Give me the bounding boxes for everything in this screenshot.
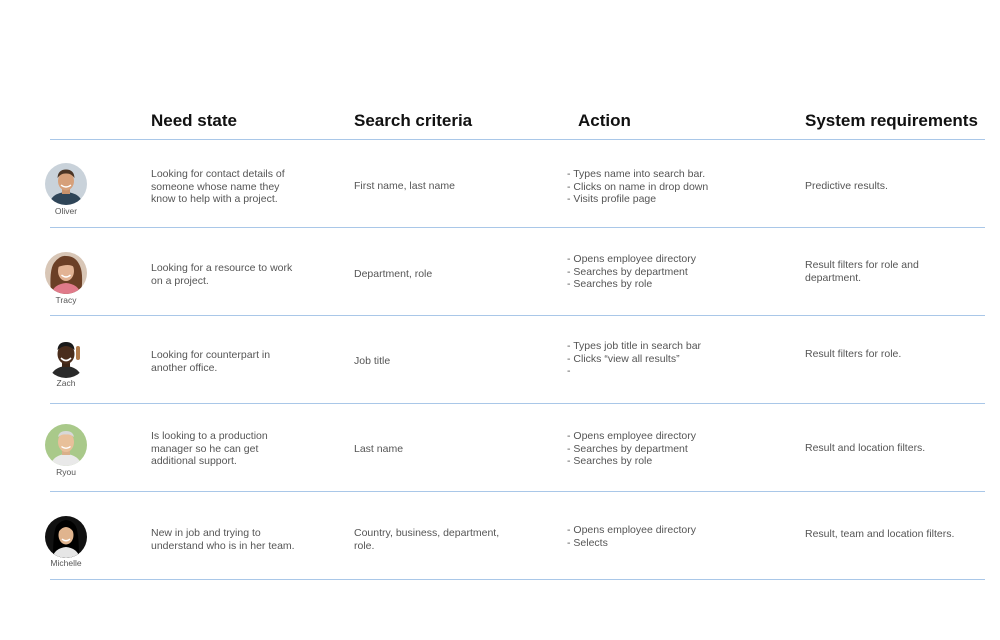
header-need-state: Need state	[151, 111, 237, 130]
person-name: Michelle	[50, 558, 82, 568]
system-requirements-cell: Result filters for role and department.	[805, 259, 919, 284]
divider	[50, 403, 985, 404]
need-state-cell: New in job and trying to understand who is in her team.	[151, 527, 295, 552]
avatar	[45, 424, 87, 466]
search-criteria-cell: Department, role	[354, 268, 433, 280]
system-requirements-cell: Result, team and location filters.	[805, 528, 955, 540]
system-requirements-cell: Result filters for role.	[805, 348, 902, 360]
avatar	[45, 163, 87, 205]
need-state-cell: Looking for a resource to work on a project.	[151, 262, 293, 287]
divider	[50, 315, 985, 316]
person-photo-icon	[45, 252, 87, 294]
person-name: Ryou	[56, 467, 76, 477]
divider	[50, 491, 985, 492]
person-name: Zach	[56, 378, 76, 388]
header-action: Action	[578, 111, 631, 130]
divider	[50, 139, 985, 140]
divider	[50, 227, 985, 228]
need-state-cell: Looking for counterpart in another office.	[151, 349, 271, 374]
person-photo-icon	[45, 336, 87, 378]
person-name: Tracy	[55, 295, 77, 305]
header-search-criteria: Search criteria	[354, 111, 473, 130]
person-photo-icon	[45, 424, 87, 466]
search-criteria-cell: First name, last name	[354, 180, 455, 192]
header-system-requirements: System requirements	[805, 111, 978, 130]
action-cell: - Opens employee directory - Selects	[567, 524, 696, 549]
need-state-cell: Is looking to a production manager so he can get additional support.	[151, 430, 268, 468]
search-criteria-cell: Country, business, department, role.	[354, 527, 500, 552]
system-requirements-cell: Predictive results.	[805, 180, 888, 192]
avatar	[45, 516, 87, 558]
avatar	[45, 252, 87, 294]
search-criteria-cell: Job title	[354, 355, 391, 367]
action-cell: - Types name into search bar. - Clicks on name in drop down - Visits profile page	[567, 168, 709, 206]
need-state-cell: Looking for contact details of someone whose name they know to help with a project.	[151, 168, 285, 206]
person-photo-icon	[45, 516, 87, 558]
person-name: Oliver	[54, 206, 78, 216]
action-cell: - Opens employee directory - Searches by department - Searches by role	[567, 253, 696, 291]
search-criteria-cell: Last name	[354, 443, 404, 455]
person-photo-icon	[45, 163, 87, 205]
divider	[50, 579, 985, 580]
avatar	[45, 336, 87, 378]
action-cell: - Opens employee directory - Searches by department - Searches by role	[567, 430, 696, 468]
system-requirements-cell: Result and location filters.	[805, 442, 926, 454]
action-cell: - Types job title in search bar - Clicks “view all results” -	[567, 340, 702, 378]
